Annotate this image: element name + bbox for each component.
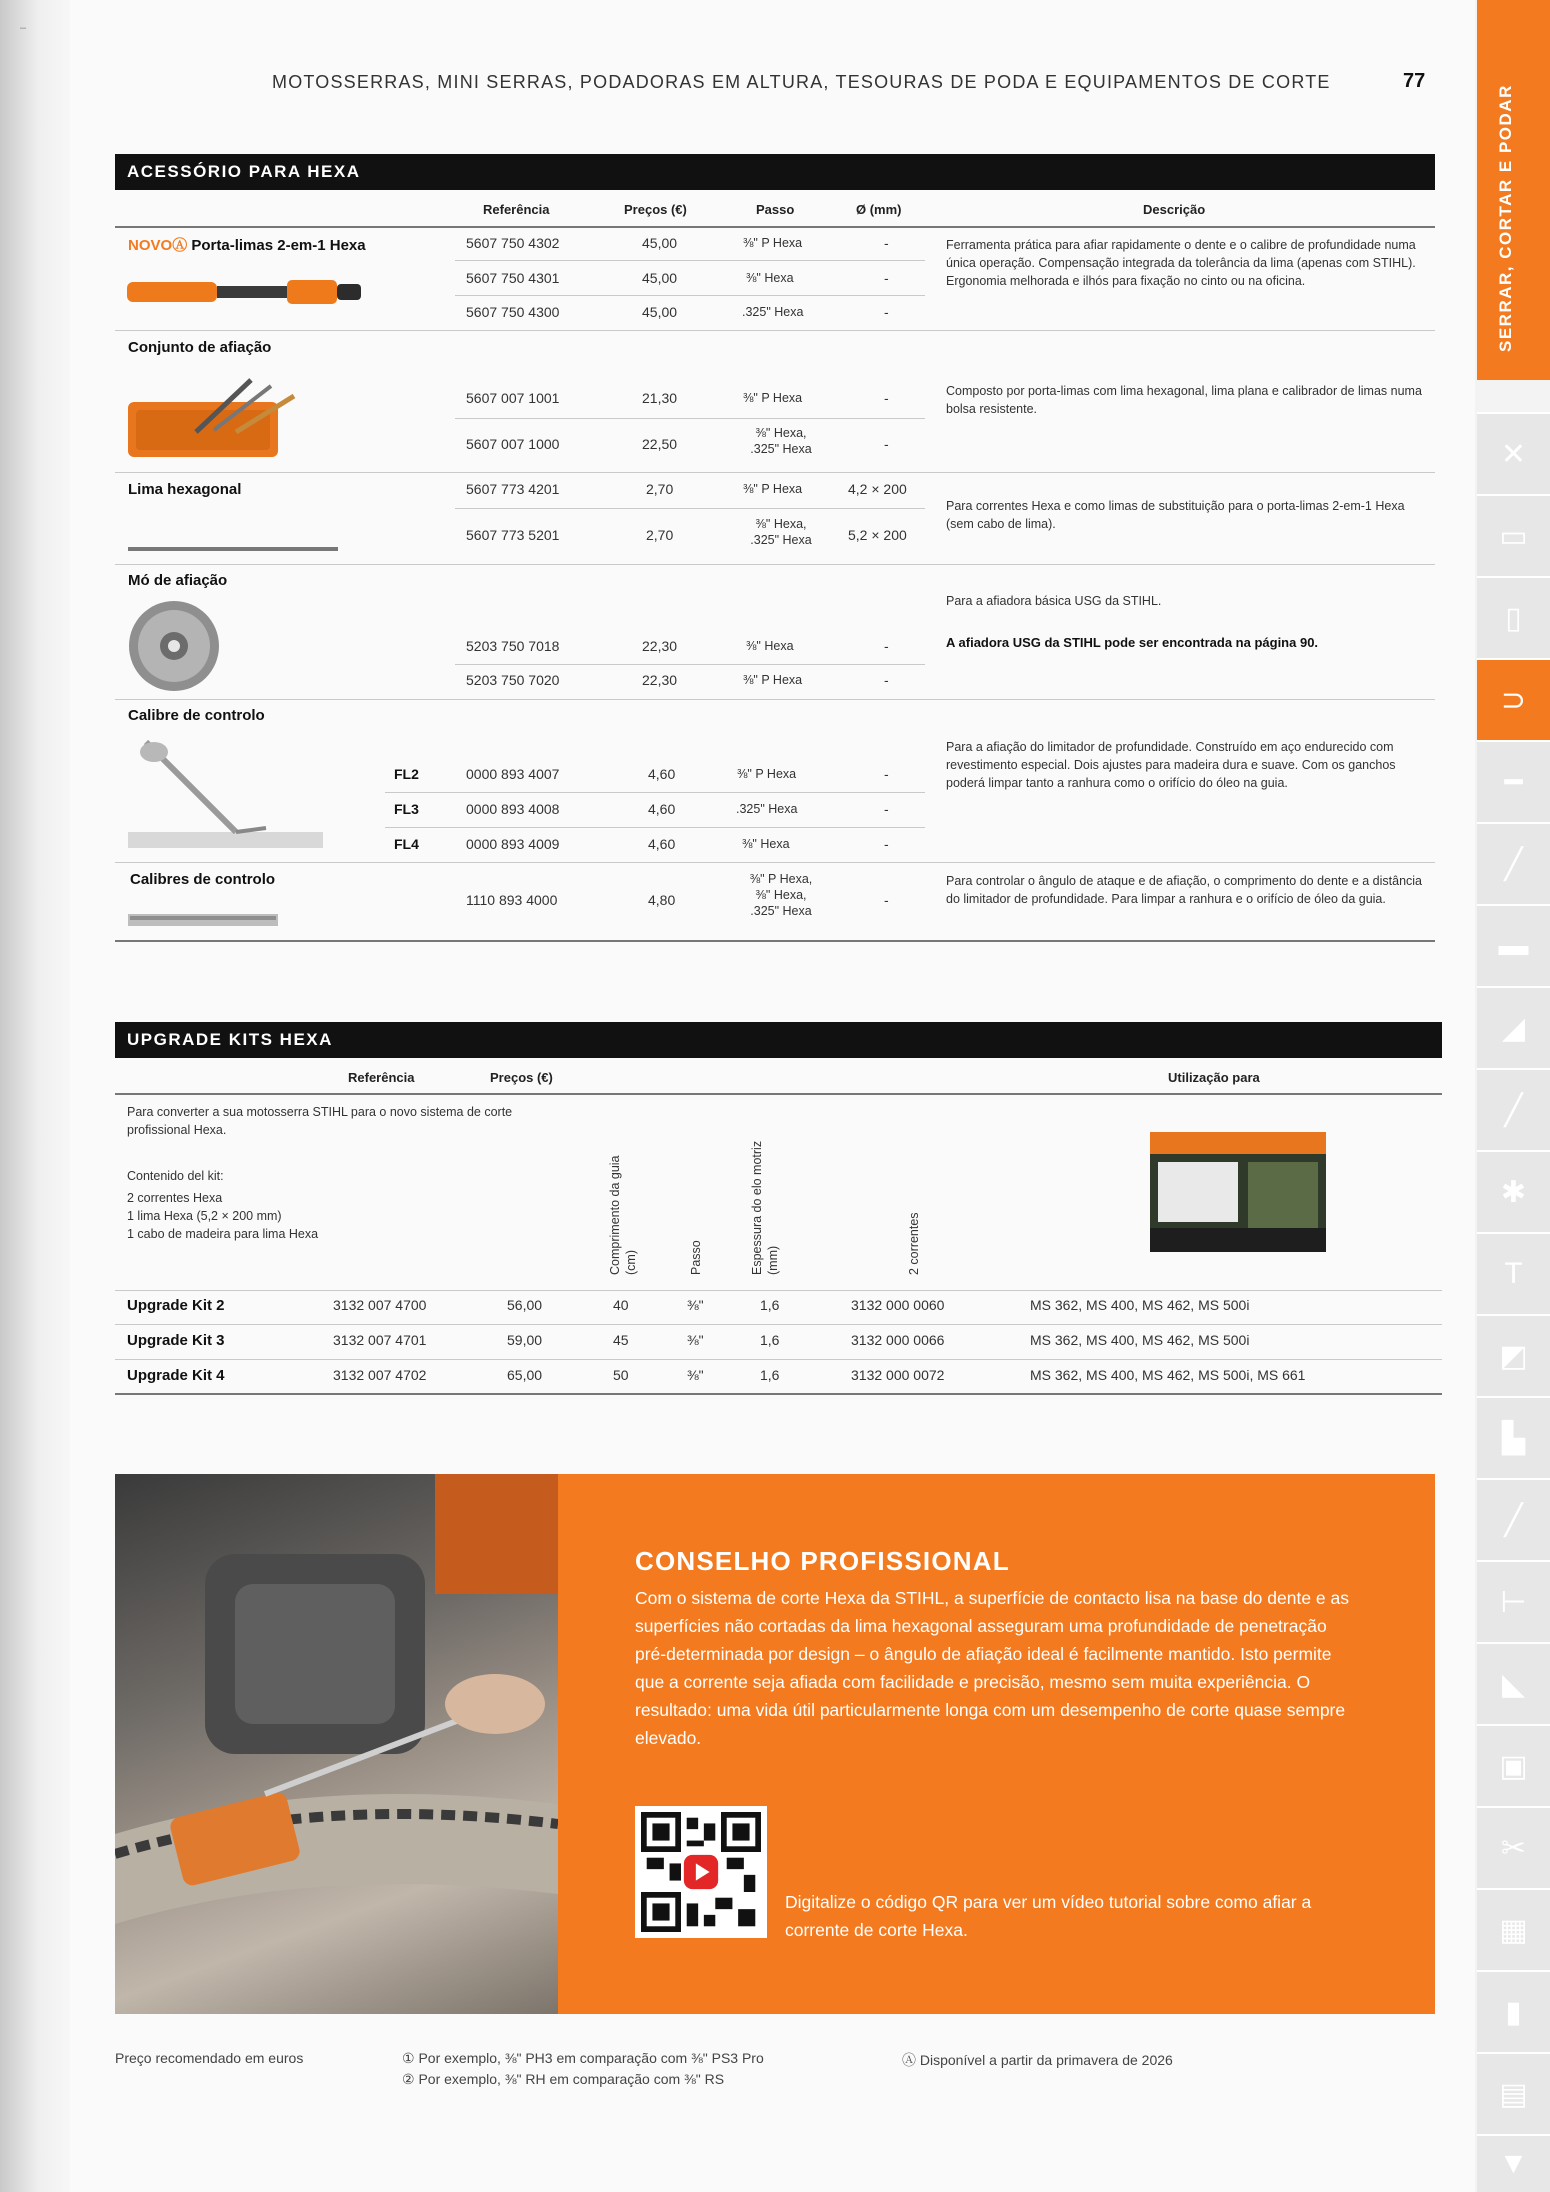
pro-tip-panel bbox=[115, 1474, 1435, 2014]
product-name-porta-limas bbox=[128, 234, 366, 255]
ref-cell: 1110 893 4000 bbox=[466, 892, 558, 908]
col-price: Preços (€) bbox=[624, 202, 687, 217]
price-cell: 4,60 bbox=[648, 766, 676, 782]
device-icon[interactable]: ▯ bbox=[1477, 576, 1550, 658]
depth-gauge-image bbox=[126, 732, 326, 852]
kit-usage: MS 362, MS 400, MS 462, MS 500i bbox=[1030, 1297, 1250, 1313]
col-chains: 2 correntes bbox=[907, 1212, 921, 1275]
kit-thickness: 1,6 bbox=[760, 1332, 780, 1348]
kit-contents-item: 1 lima Hexa (5,2 × 200 mm) bbox=[127, 1209, 282, 1223]
step-line: .325" Hexa bbox=[750, 533, 812, 547]
step-cell: ⅜" P Hexa bbox=[743, 673, 803, 687]
row-rule bbox=[455, 260, 925, 261]
step-cell: .325" Hexa bbox=[742, 305, 804, 319]
pro-tip-text: Com o sistema de corte Hexa da STIHL, a superfície de contacto lisa na base do dente e as superfícies não cortadas da lima hexagonal asseguram uma profundidade de penetração pré-determinada por design – o ângulo de afiação ideal é facilmente mantido. Isto permite que a corrente seja afiada com facilidade e precisão, mesmo sem muita experiência. O resultado: uma vida útil particularmente longa com um desempenho de corte quase sempre elevado. bbox=[635, 1588, 1350, 1748]
kit-ref: 3132 007 4702 bbox=[333, 1367, 427, 1383]
kit-price: 59,00 bbox=[507, 1332, 543, 1348]
sharpening-photo bbox=[115, 1474, 558, 2014]
price-note: Preço recomendado em euros bbox=[115, 2050, 304, 2066]
dia-cell: - bbox=[884, 390, 889, 406]
oil-can-icon[interactable]: ▮ bbox=[1477, 1970, 1550, 2052]
ref-cell: 0000 893 4008 bbox=[466, 801, 560, 817]
kit-name: Upgrade Kit 4 bbox=[127, 1367, 225, 1384]
price-cell: 22,50 bbox=[642, 436, 678, 452]
step-line: ⅜" Hexa, bbox=[755, 426, 807, 440]
table-rule bbox=[115, 1093, 1442, 1095]
kit-step: ⅜" bbox=[687, 1332, 704, 1348]
accessory-section-title: ACESSÓRIO PARA HEXA bbox=[115, 154, 1435, 190]
row-rule bbox=[385, 792, 925, 793]
model-cell: FL3 bbox=[394, 801, 419, 817]
pro-tip-title: CONSELHO PROFISSIONAL bbox=[635, 1546, 1010, 1576]
kit-contents-item: 2 correntes Hexa bbox=[127, 1191, 223, 1205]
control-gauge-image bbox=[126, 908, 282, 930]
price-cell: 45,00 bbox=[642, 235, 678, 251]
row-rule bbox=[115, 1290, 1442, 1291]
chainsaw-photo-illustration bbox=[115, 1474, 558, 2014]
price-cell: 22,30 bbox=[642, 672, 678, 688]
kit-chains: 3132 000 0066 bbox=[851, 1332, 945, 1348]
dia-cell: - bbox=[884, 235, 889, 251]
product-name: Conjunto de afiação bbox=[128, 339, 272, 356]
price-cell: 45,00 bbox=[642, 304, 678, 320]
price-cell: 2,70 bbox=[646, 481, 674, 497]
qr-code-icon bbox=[641, 1812, 761, 1932]
kit-name: Upgrade Kit 3 bbox=[127, 1332, 225, 1349]
product-name: Calibres de controlo bbox=[130, 871, 276, 888]
dia-cell: - bbox=[884, 436, 889, 452]
model-cell: FL4 bbox=[394, 836, 419, 852]
ref-cell: 0000 893 4007 bbox=[466, 766, 560, 782]
footnote-2: ② Por exemplo, ⅜" RH em comparação com ⅜" RS bbox=[402, 2071, 725, 2087]
blower-icon[interactable]: ▬ bbox=[1477, 904, 1550, 986]
product-description: Composto por porta-limas com lima hexagonal, lima plana e calibrador de limas numa bolsa resistente. bbox=[946, 384, 1422, 416]
product-description: Para a afiadora básica USG da STIHL. bbox=[946, 594, 1162, 608]
step-line: ⅜" Hexa, bbox=[755, 888, 807, 902]
kit-chains: 3132 000 0060 bbox=[851, 1297, 945, 1313]
ref-cell: 5203 750 7020 bbox=[466, 672, 560, 688]
col-price: Preços (€) bbox=[490, 1070, 553, 1085]
step-cell: ⅜" P Hexa bbox=[743, 236, 803, 250]
product-description: Ferramenta prática para afiar rapidamente o dente e o calibre de profundidade numa única operação. Compensação integrada da tolerância da lima (apenas com STIHL). Ergonomia melhorada e ilhós para fixação no cinto ou na oficina. bbox=[946, 238, 1416, 288]
tools-icon[interactable]: ✕ bbox=[1477, 412, 1550, 494]
kit-name: Upgrade Kit 2 bbox=[127, 1297, 225, 1314]
price-cell: 45,00 bbox=[642, 270, 678, 286]
step-cell: ⅜" Hexa bbox=[746, 271, 794, 285]
dia-cell: - bbox=[884, 638, 889, 654]
kit-length: 40 bbox=[613, 1297, 629, 1313]
qr-code[interactable] bbox=[635, 1806, 767, 1938]
kit-price: 65,00 bbox=[507, 1367, 543, 1383]
col-reference: Referência bbox=[483, 202, 550, 217]
step-cell: ⅜" P Hexa bbox=[743, 391, 803, 405]
product-name: Mó de afiação bbox=[128, 572, 228, 589]
step-line: ⅜" P Hexa, bbox=[749, 872, 813, 886]
col-reference: Referência bbox=[348, 1070, 415, 1085]
side-tab-label: SERRAR, CORTAR E PODAR bbox=[1496, 84, 1515, 352]
ref-cell: 0000 893 4009 bbox=[466, 836, 560, 852]
kit-contents-item: 1 cabo de madeira para lima Hexa bbox=[127, 1227, 319, 1241]
table-rule bbox=[115, 226, 1435, 228]
dia-cell: - bbox=[884, 892, 889, 908]
brushcutter-icon[interactable]: ╱ bbox=[1477, 1068, 1550, 1150]
file-holder-image bbox=[125, 270, 365, 314]
cleaner-icon[interactable]: ▙ bbox=[1477, 1396, 1550, 1478]
group-rule bbox=[115, 699, 1435, 700]
product-name: Porta-limas 2-em-1 Hexa bbox=[191, 237, 366, 254]
step-cell: ⅜" P Hexa bbox=[743, 482, 803, 496]
step-cell: ⅜" P Hexa bbox=[737, 767, 797, 781]
step-line: .325" Hexa bbox=[750, 904, 812, 918]
step-line: ⅜" Hexa, bbox=[755, 517, 807, 531]
group-rule bbox=[115, 330, 1435, 331]
toolbox-icon[interactable]: ▤ bbox=[1477, 2052, 1550, 2134]
step-cell bbox=[736, 425, 826, 457]
step-line: .325" Hexa bbox=[750, 442, 812, 456]
binding-spine bbox=[0, 0, 70, 2192]
col-step: Passo bbox=[756, 202, 795, 217]
group-rule bbox=[115, 862, 1435, 863]
table-rule bbox=[115, 1393, 1442, 1395]
kit-chains: 3132 000 0072 bbox=[851, 1367, 945, 1383]
price-cell: 4,80 bbox=[648, 892, 676, 908]
pole-pruner-icon[interactable]: ╱ bbox=[1477, 822, 1550, 904]
dia-cell: - bbox=[884, 672, 889, 688]
hedge-trimmer-icon[interactable]: ━ bbox=[1477, 740, 1550, 822]
ref-cell: 5607 750 4302 bbox=[466, 235, 560, 251]
ref-cell: 5607 773 5201 bbox=[466, 527, 560, 543]
row-rule bbox=[115, 1359, 1442, 1360]
table-rule bbox=[115, 940, 1435, 942]
row-rule bbox=[455, 664, 925, 665]
dia-cell: - bbox=[884, 270, 889, 286]
robot-icon[interactable]: ✂ bbox=[1477, 1806, 1550, 1888]
footnote-3: Ⓐ Disponível a partir da primavera de 2026 bbox=[902, 2052, 1173, 2068]
round-file-image bbox=[128, 544, 340, 554]
footnote-mark: Ⓐ bbox=[172, 237, 188, 254]
grinding-wheel-image bbox=[126, 598, 222, 694]
row-rule bbox=[115, 1324, 1442, 1325]
row-rule bbox=[455, 418, 925, 419]
col-description: Descrição bbox=[1143, 202, 1206, 217]
upgrade-kit-box-image bbox=[1148, 1118, 1328, 1254]
footnote-1: ① Por exemplo, ⅜" PH3 em comparação com ⅜" PS3 Pro bbox=[402, 2050, 764, 2066]
clothing-icon[interactable]: ▼ bbox=[1477, 2134, 1550, 2192]
new-badge: NOVO bbox=[128, 237, 173, 254]
trimmer-icon[interactable]: ╱ bbox=[1477, 1478, 1550, 1560]
price-cell: 4,60 bbox=[648, 801, 676, 817]
battery-icon[interactable]: ▭ bbox=[1477, 494, 1550, 576]
axe-icon[interactable]: T bbox=[1477, 1232, 1550, 1314]
model-cell: FL2 bbox=[394, 766, 419, 782]
step-cell bbox=[736, 516, 826, 548]
dia-cell: - bbox=[884, 836, 889, 852]
col-step: Passo bbox=[689, 1240, 703, 1275]
product-description: Para controlar o ângulo de ataque e de afiação, o comprimento do dente e a distância do limitador de profundidade. Para limpar a ranhura e o orifício de óleo da guia. bbox=[946, 874, 1423, 906]
ref-cell: 5607 773 4201 bbox=[466, 481, 560, 497]
row-rule bbox=[455, 508, 925, 509]
row-rule bbox=[385, 827, 925, 828]
page-number: 77 bbox=[1403, 70, 1426, 92]
ref-cell: 5607 007 1000 bbox=[466, 436, 560, 452]
product-name: Lima hexagonal bbox=[128, 481, 242, 498]
kit-length: 50 bbox=[613, 1367, 629, 1383]
kit-thickness: 1,6 bbox=[760, 1297, 780, 1313]
dia-cell: - bbox=[884, 766, 889, 782]
qr-instruction: Digitalize o código QR para ver um vídeo tutorial sobre como afiar a corrente de corte Hexa. bbox=[785, 1892, 1312, 1940]
price-cell: 2,70 bbox=[646, 527, 674, 543]
kit-usage: MS 362, MS 400, MS 462, MS 500i bbox=[1030, 1332, 1250, 1348]
sharpening-kit-image bbox=[126, 372, 306, 460]
price-cell: 21,30 bbox=[642, 390, 678, 406]
step-cell: ⅜" Hexa bbox=[742, 837, 790, 851]
kit-step: ⅜" bbox=[687, 1297, 704, 1313]
cut-off-saw-icon[interactable]: ◢ bbox=[1477, 986, 1550, 1068]
kit-price: 56,00 bbox=[507, 1297, 543, 1313]
step-cell: .325" Hexa bbox=[736, 802, 798, 816]
col-usage: Utilização para bbox=[1168, 1070, 1260, 1085]
product-description-note: A afiadora USG da STIHL pode ser encontrada na página 90. bbox=[946, 635, 1319, 650]
upgrade-section-title: UPGRADE KITS HEXA bbox=[115, 1022, 1442, 1058]
ref-cell: 5203 750 7018 bbox=[466, 638, 560, 654]
dia-cell: 4,2 × 200 bbox=[848, 481, 907, 497]
chainsaw-icon[interactable]: ⊃ bbox=[1477, 658, 1550, 740]
step-cell: ⅜" Hexa bbox=[746, 639, 794, 653]
step-cell bbox=[731, 871, 831, 919]
dia-cell: - bbox=[884, 801, 889, 817]
kit-contents-title: Contenido del kit: bbox=[127, 1169, 224, 1183]
kit-ref: 3132 007 4700 bbox=[333, 1297, 427, 1313]
group-rule bbox=[115, 564, 1435, 565]
col-length: Comprimento da guia (cm) bbox=[608, 1155, 638, 1275]
product-description: Para a afiação do limitador de profundidade. Construído em aço endurecido com revestimento especial. Dois ajustes para madeira dura e suave. Com os ganchos poderá limpar tanto a ranhura como o orifício do óleo na guia. bbox=[946, 740, 1396, 790]
kit-ref: 3132 007 4701 bbox=[333, 1332, 427, 1348]
page-header-title: MOTOSSERRAS, MINI SERRAS, PODADORAS EM ALTURA, TESOURAS DE PODA E EQUIPAMENTOS DE CORTE bbox=[272, 72, 1331, 92]
sprayer-icon[interactable]: ✱ bbox=[1477, 1150, 1550, 1232]
product-name: Calibre de controlo bbox=[128, 707, 265, 724]
earth-auger-icon[interactable]: ⊢ bbox=[1477, 1560, 1550, 1642]
col-thickness: Espessura do elo motriz (mm) bbox=[750, 1140, 780, 1275]
mower-icon[interactable]: ◣ bbox=[1477, 1642, 1550, 1724]
spine-mark: – bbox=[20, 22, 27, 34]
dia-cell: 5,2 × 200 bbox=[848, 527, 907, 543]
product-description: Para correntes Hexa e como limas de substituição para o porta-limas 2-em-1 Hexa (sem cabo de lima). bbox=[946, 499, 1405, 531]
kit-step: ⅜" bbox=[687, 1367, 704, 1383]
shredder-icon[interactable]: ◩ bbox=[1477, 1314, 1550, 1396]
col-diameter: Ø (mm) bbox=[856, 202, 902, 217]
kit-length: 45 bbox=[613, 1332, 629, 1348]
row-rule bbox=[455, 295, 925, 296]
kit-usage: MS 362, MS 400, MS 462, MS 500i, MS 661 bbox=[1030, 1367, 1306, 1383]
price-cell: 22,30 bbox=[642, 638, 678, 654]
group-rule bbox=[115, 472, 1435, 473]
dia-cell: - bbox=[884, 304, 889, 320]
ref-cell: 5607 750 4300 bbox=[466, 304, 560, 320]
kit-intro: Para converter a sua motosserra STIHL para o novo sistema de corte profissional Hexa. bbox=[127, 1105, 513, 1137]
storage-icon[interactable]: ▦ bbox=[1477, 1888, 1550, 1970]
price-cell: 4,60 bbox=[648, 836, 676, 852]
kit-thickness: 1,6 bbox=[760, 1367, 780, 1383]
ref-cell: 5607 750 4301 bbox=[466, 270, 560, 286]
ref-cell: 5607 007 1001 bbox=[466, 390, 560, 406]
vacuum-icon[interactable]: ▣ bbox=[1477, 1724, 1550, 1806]
